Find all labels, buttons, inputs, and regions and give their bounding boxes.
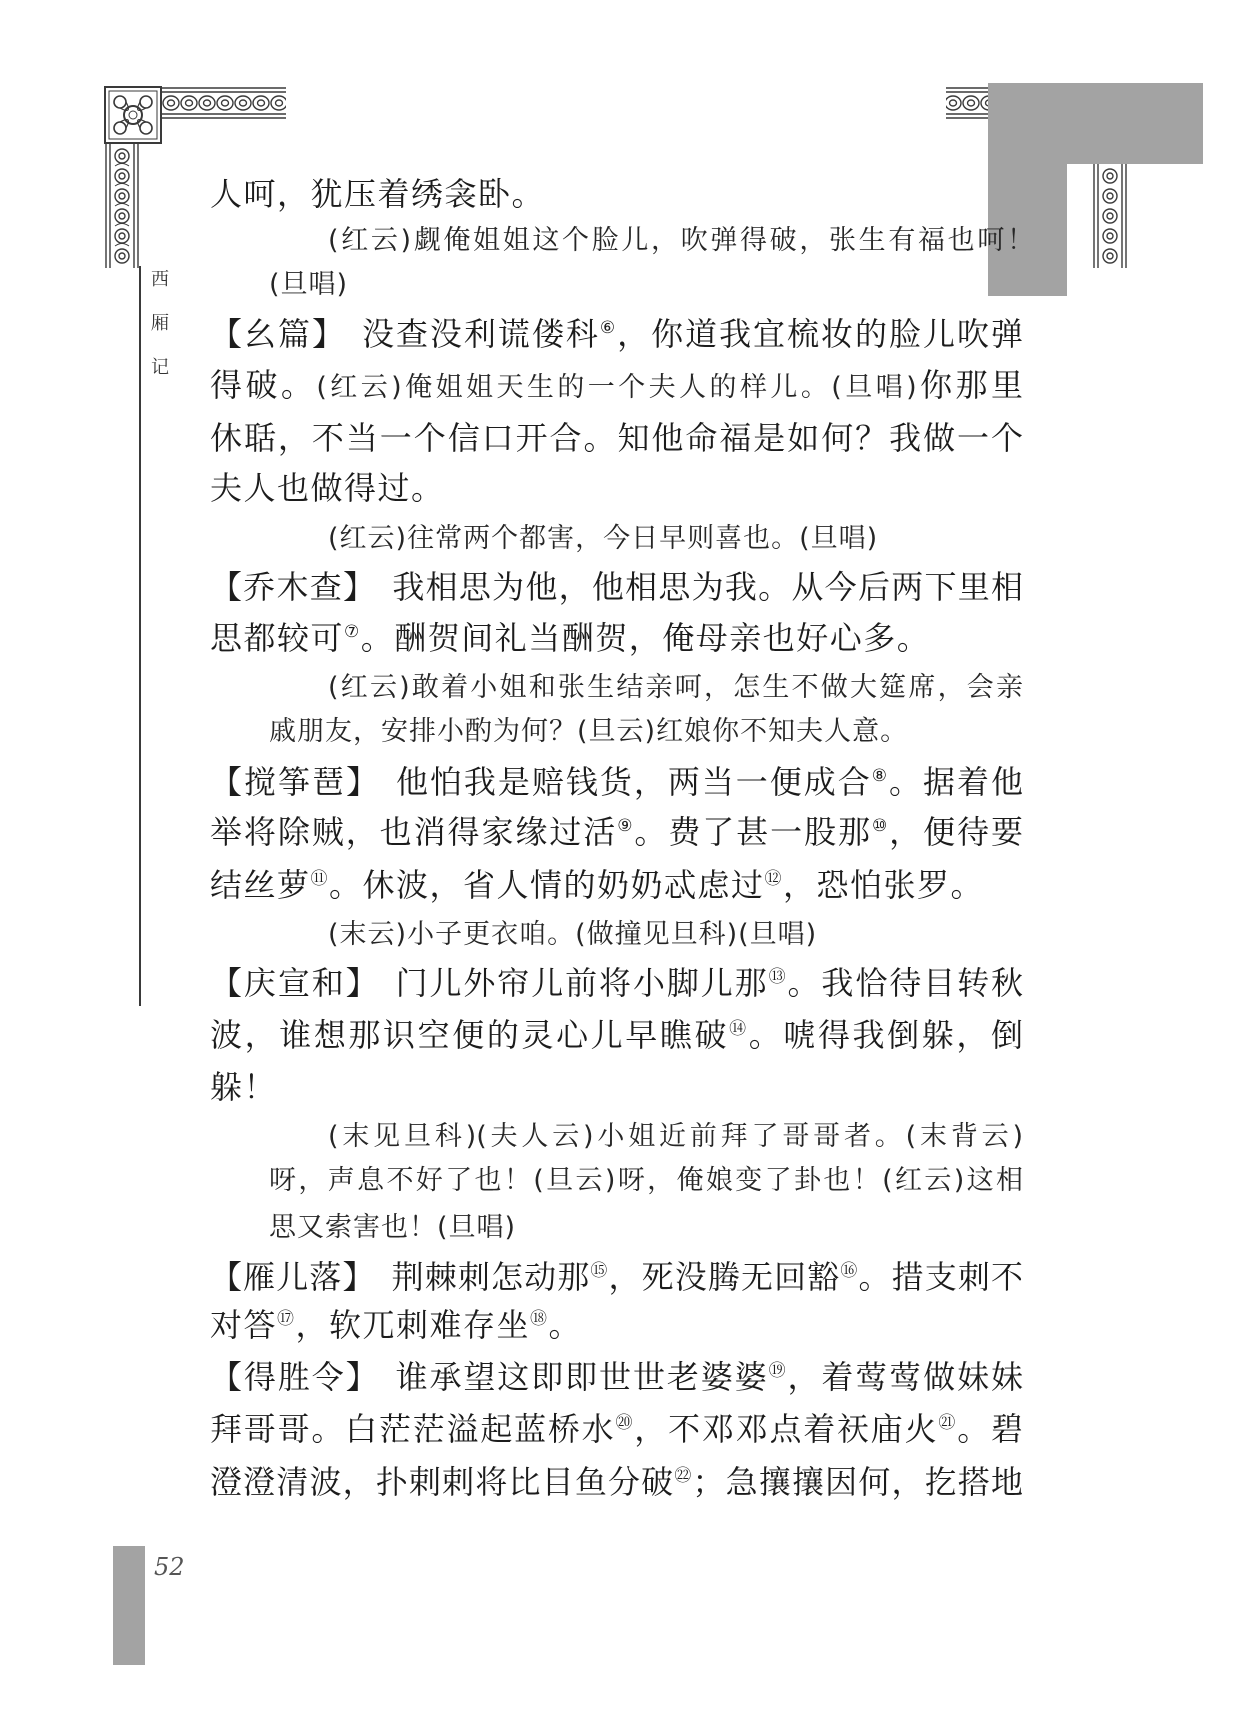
footnote-marker: ⑰	[277, 1309, 296, 1329]
text-line	[210, 365, 1023, 405]
verse-text: 。据着他	[889, 763, 1023, 801]
footnote-marker: ㉒	[674, 1466, 693, 1486]
stage-direction-line	[328, 224, 1034, 258]
text-line	[210, 1257, 1023, 1297]
verse-text: 波，谁想那识空便的灵心儿早瞧破	[210, 1016, 730, 1054]
text-line	[210, 567, 1023, 607]
verse-text: 荆棘刺怎动那	[391, 1258, 591, 1296]
footnote-marker: ⑨	[617, 816, 635, 836]
tune-name: 【搅筝琶】	[210, 763, 380, 801]
verse-text: 拜哥哥。白茫茫溢起蓝桥水	[210, 1410, 616, 1448]
stage-direction-line	[269, 268, 1023, 302]
stage-direction-line	[328, 1120, 1023, 1154]
verse-text: ，便待要	[889, 813, 1023, 851]
text-line	[210, 963, 1023, 1003]
stage-direction: (旦唱)	[269, 269, 349, 300]
redaction-block	[988, 83, 1203, 164]
stage-direction: (红云)敢着小姐和张生结亲呵，怎生不做大筵席，会亲	[328, 672, 1023, 703]
verse-text: 。我恰待目转秋	[787, 964, 1023, 1002]
footnote-marker: ㉑	[938, 1413, 958, 1433]
verse-text: 。措支刺不	[858, 1258, 1023, 1296]
stage-direction-line	[328, 522, 1023, 556]
verse-text: 躲！	[210, 1068, 278, 1106]
stage-direction: 呀，声息不好了也！(旦云)呀，俺娘变了卦也！(红云)这相	[269, 1165, 1023, 1196]
stage-direction: (末见旦科)(夫人云)小姐近前拜了哥哥者。(末背云)	[328, 1121, 1023, 1152]
verse-text: 得破。	[210, 366, 317, 404]
verse-text: 他怕我是赔钱货，两当一便成合	[395, 763, 872, 801]
stage-direction-line	[269, 1211, 1023, 1245]
text-line	[210, 1015, 1023, 1055]
verse-text: ，死没腾无回豁	[608, 1258, 841, 1296]
stage-direction: 思又索害也！(旦唱)	[269, 1212, 517, 1243]
page-number: 52	[154, 1553, 185, 1581]
footnote-marker: ⑱	[530, 1309, 549, 1329]
running-title-char: 西	[151, 269, 169, 290]
text-line	[210, 418, 1023, 458]
verse-text: 。	[548, 1306, 583, 1344]
verse-text: 举将除贼，也消得家缘过活	[210, 813, 618, 851]
footnote-marker: ⑧	[871, 766, 889, 786]
tune-name: 【幺篇】	[210, 315, 346, 353]
text-line	[210, 1409, 1023, 1449]
verse-text: 澄澄清波，扑剌剌将比目鱼分破	[210, 1463, 675, 1501]
text-line	[210, 314, 1023, 354]
tune-name: 【庆宣和】	[210, 964, 380, 1002]
tune-name: 【乔木查】	[210, 568, 377, 606]
stage-direction: (末云)小子更衣咱。(做撞见旦科)(旦唱)	[328, 919, 818, 950]
verse-text: 没查没利谎偻科	[361, 315, 600, 353]
stage-direction-line	[328, 918, 1023, 952]
footnote-marker: ⑳	[615, 1413, 635, 1433]
footnote-marker: ⑯	[840, 1261, 859, 1281]
tune-name: 【得胜令】	[210, 1358, 380, 1396]
tune-name: 【雁儿落】	[210, 1258, 376, 1296]
stage-direction: (红云)觑俺姐姐这个脸儿，吹弹得破，张生有福也呵！	[328, 225, 1034, 256]
text-line	[210, 468, 1023, 508]
footnote-marker: ⑭	[729, 1019, 749, 1039]
verse-text: ，着莺莺做妹妹	[787, 1358, 1023, 1396]
stage-direction-line	[269, 1164, 1023, 1198]
verse-text: ，不邓邓点着祆庙火	[634, 1410, 939, 1448]
verse-text: 对答	[210, 1306, 278, 1344]
stage-direction: (红云)往常两个都害，今日早则喜也。(旦唱)	[328, 523, 879, 554]
verse-text: 。休波，省人情的奶奶忒虑过	[329, 866, 765, 904]
text-line	[210, 812, 1023, 852]
verse-text: 。碧	[957, 1410, 1023, 1448]
text-line	[210, 1357, 1023, 1397]
stage-direction-line	[269, 715, 1023, 749]
page-tab-bar	[113, 1546, 145, 1665]
text-line	[210, 618, 1023, 658]
vertical-border-band	[106, 143, 138, 268]
text-line	[210, 762, 1023, 802]
verse-text: 。费了甚一股那	[634, 813, 872, 851]
running-title-char: 记	[151, 357, 169, 378]
verse-text: 谁承望这即即世世老婆婆	[395, 1358, 769, 1396]
text-line	[210, 1462, 1023, 1502]
footnote-marker: ⑮	[590, 1261, 609, 1281]
verse-text: 门儿外帘儿前将小脚儿那	[395, 964, 769, 1002]
footnote-marker: ⑦	[344, 622, 361, 642]
footnote-marker: ⑩	[871, 816, 890, 836]
verse-text: 。酬贺间礼当酬贺，俺母亲也好心多。	[360, 619, 931, 657]
horizontal-border-band	[161, 88, 286, 118]
text-line	[210, 865, 1023, 905]
footnote-marker: ⑪	[310, 869, 330, 889]
stage-direction: (红云)俺姐姐天生的一个夫人的样儿。(旦唱)	[316, 372, 917, 403]
verse-text: ，恐怕张罗。	[783, 866, 985, 904]
verse-text: 你那里	[916, 366, 1023, 404]
margin-rule	[139, 266, 141, 1006]
verse-text: 我相思为他，他相思为我。从今后两下里相	[392, 568, 1023, 606]
footnote-marker: ⑫	[764, 869, 784, 889]
running-title-char: 厢	[151, 313, 169, 334]
text-line	[210, 174, 1023, 214]
footnote-marker: ⑥	[599, 318, 618, 338]
corner-knot	[105, 87, 161, 143]
stage-direction: 戚朋友，安排小酌为何？(旦云)红娘你不知夫人意。	[269, 716, 909, 747]
verse-text: 。唬得我倒躲，倒	[748, 1016, 1023, 1054]
verse-text: 思都较可	[210, 619, 345, 657]
verse-text: 结丝萝	[210, 866, 311, 904]
verse-text: ，你道我宜梳妆的脸儿吹弹	[617, 315, 1023, 353]
stage-direction-line	[328, 671, 1023, 705]
text-line	[210, 1305, 1023, 1345]
text-line	[210, 1067, 1023, 1107]
verse-text: ；急攘攘因何，扢搭地	[692, 1463, 1023, 1501]
verse-text: 休聒，不当一个信口开合。知他命福是如何？我做一个	[210, 419, 1023, 457]
verse-text: 人呵，犹压着绣衾卧。	[210, 175, 546, 213]
verse-text: 夫人也做得过。	[210, 469, 445, 507]
verse-text: ，软兀刺难存坐	[295, 1306, 531, 1344]
footnote-marker: ⑲	[768, 1361, 788, 1381]
footnote-marker: ⑬	[768, 967, 788, 987]
